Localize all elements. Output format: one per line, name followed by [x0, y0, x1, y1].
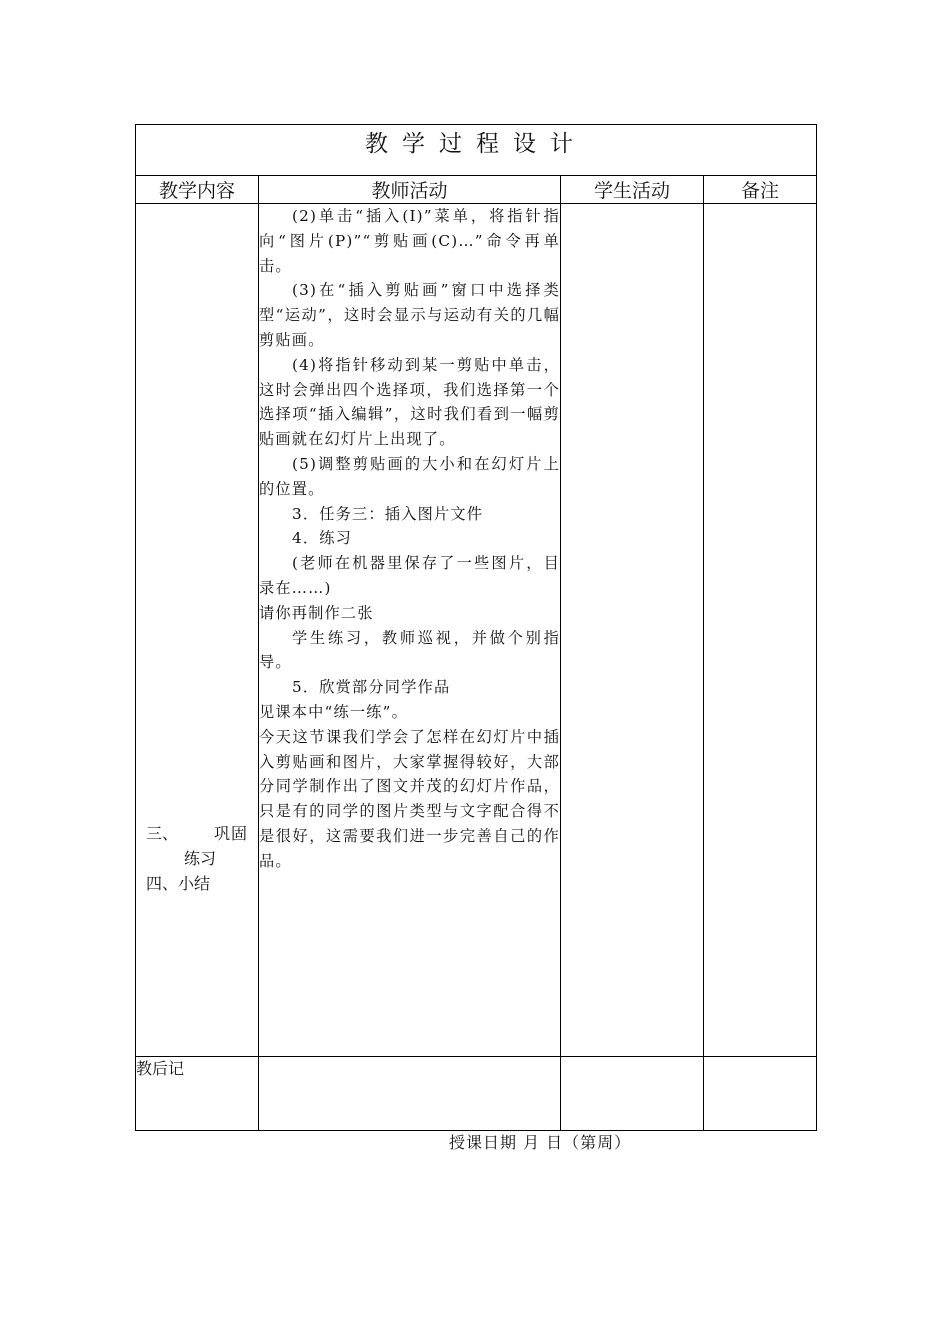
after-class-teacher-cell [259, 1057, 561, 1131]
teacher-paragraph: 今天这节课我们学会了怎样在幻灯片中插入剪贴画和图片，大家掌握得较好，大部分同学制作出了图文并茂的幻灯片作品，只是有的同学的图片类型与文字配合得不是很好，这需要我们进一步完善自己的作品。 [259, 727, 560, 870]
after-class-label: 教后记 [136, 1057, 259, 1131]
after-class-notes-cell [704, 1057, 817, 1131]
teacher-paragraph: 请你再制作二张 [259, 603, 374, 622]
item3-word1: 巩固 [214, 824, 249, 843]
teacher-paragraph: 5．欣赏部分同学作品 [292, 678, 451, 697]
item4-label: 四、小结 [146, 874, 211, 893]
teacher-paragraph: (老师在机器里保存了一些图片，目录在……) [259, 554, 560, 597]
teacher-paragraph: (5)调整剪贴画的大小和在幻灯片上的位置。 [259, 454, 560, 498]
content-cell [136, 204, 259, 1057]
notes-cell [704, 204, 817, 1057]
teacher-paragraph: (2)单击“插入(I)”菜单，将指针指向“图片(P)”“剪贴画(C)…”命令再单击。 [259, 207, 560, 275]
teacher-activity-cell [259, 204, 561, 1057]
item3-word2: 练习 [184, 849, 217, 868]
title-row [136, 125, 817, 176]
header-notes: 备注 [704, 176, 817, 204]
item3-prefix: 三、 [146, 824, 179, 843]
header-student: 学生活动 [561, 176, 704, 204]
teacher-paragraph: 3．任务三：插入图片文件 [292, 504, 484, 523]
header-teacher: 教师活动 [259, 176, 561, 204]
item3-label [146, 822, 250, 847]
teacher-paragraph: 见课本中“练一练”。 [259, 702, 409, 721]
teacher-paragraph: (3)在“插入剪贴画”窗口中选择类型“运动”，这时会显示与运动有关的几幅剪贴画。 [259, 281, 560, 349]
student-activity-cell [561, 204, 704, 1057]
after-class-row [136, 1057, 817, 1131]
lesson-plan-table [135, 124, 817, 1131]
after-class-student-cell [561, 1057, 704, 1131]
table-title: 教学过程设计 [136, 125, 817, 176]
teaching-date-line: 授课日期 月 日（第周） [449, 1133, 632, 1152]
body-row [136, 204, 817, 1057]
teacher-paragraph: 4．练习 [292, 529, 353, 548]
header-row [136, 176, 817, 204]
header-content: 教学内容 [136, 176, 259, 204]
teacher-paragraph: (4)将指针移动到某一剪贴中单击，这时会弹出四个选择项，我们选择第一个选择项“插入编辑”，这时我们看到一幅剪贴画就在幻灯片上出现了。 [259, 355, 560, 449]
teacher-paragraph: 学生练习，教师巡视，并做个别指导。 [259, 628, 560, 672]
